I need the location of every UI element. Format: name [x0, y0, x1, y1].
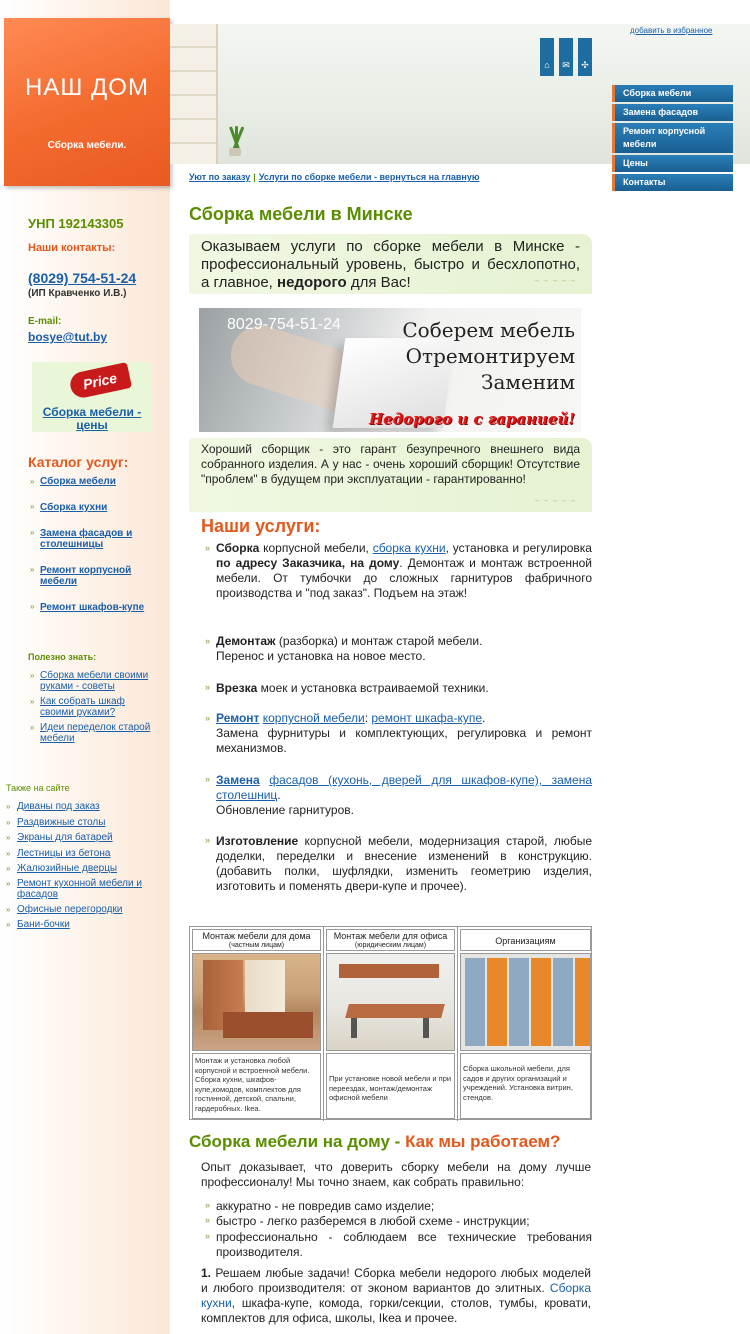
logo-subtitle: Сборка мебели.	[47, 140, 127, 151]
arrow-icon: »	[30, 565, 35, 574]
banner-guarantee: Недорого и с гаранией!	[368, 410, 575, 428]
arrow-icon: »	[30, 602, 35, 611]
arrow-icon: »	[205, 636, 211, 646]
catalog-item-kitchen[interactable]: Сборка кухни	[40, 502, 108, 513]
quality-text: Хороший сборщик - это гарант безупречного внешнего вида собранного изделия. А у нас - очень хороший сборщик! Отсутствие "проблем" в будущем при эксплуатации - гарантированно!	[201, 442, 580, 486]
menu-item-repair[interactable]: Ремонт корпусной мебели	[612, 123, 733, 153]
banner-phone: 8029-754-51-24	[227, 316, 341, 333]
arrow-icon: »	[6, 864, 11, 873]
service-repair	[216, 711, 592, 756]
menu-item-facades[interactable]: Замена фасадов	[612, 104, 733, 121]
step-text: Решаем любые задачи! Сборка мебели недорого любых моделей и любого производителя: от эконом вариантов до элитных.	[201, 1266, 591, 1295]
service-text: . Демонтаж и монтаж встроенной мебели. От тумбочки до сложных гарнитуров фабричного производства и "под заказ". Подъем на этаж!	[216, 556, 592, 600]
table-column-office	[324, 927, 458, 1121]
wardrobe-repair-link[interactable]: ремонт шкафа-купе	[371, 711, 483, 725]
replacement-link[interactable]: Замена	[216, 773, 260, 787]
arrows-icon: →→→→→	[533, 277, 578, 284]
service-label: Демонтаж	[216, 634, 276, 648]
banner-line-3: Заменим	[481, 370, 575, 394]
intro-bold: недорого	[277, 274, 347, 291]
arrow-icon: »	[6, 833, 11, 842]
table-cell-text: Сборка школьной мебели, для садов и других организаций и учреждений. Установка витрин, стендов.	[460, 1053, 591, 1119]
kitchen-assembly-link[interactable]: Сборка кухни	[201, 1281, 591, 1310]
arrow-icon: »	[30, 723, 35, 732]
cabinet-furniture-link[interactable]: корпусной мебели	[262, 711, 365, 725]
arrow-icon: »	[205, 682, 211, 692]
breadcrumb-home-link[interactable]: Уют по заказу	[189, 172, 251, 182]
also-item-tables[interactable]: Раздвижные столы	[17, 817, 106, 828]
arrow-icon: »	[6, 920, 11, 929]
arrow-icon: »	[205, 713, 211, 723]
quality-box	[189, 438, 592, 512]
unp-number: УНП 192143305	[28, 216, 124, 231]
service-dismantle	[216, 634, 592, 664]
also-item-partitions[interactable]: Офисные перегородки	[17, 904, 123, 915]
service-text: Перенос и установка на новое место.	[216, 649, 426, 663]
logo-title: НАШ ДОМ	[25, 74, 149, 101]
service-replacement	[216, 773, 592, 818]
services-heading: Наши услуги:	[201, 516, 321, 536]
intro-box	[189, 234, 592, 294]
catalog-item-repair[interactable]: Ремонт корпусной мебели	[40, 565, 132, 587]
top-menu	[612, 85, 733, 193]
bedroom-photo	[192, 953, 321, 1051]
also-item-screens[interactable]: Экраны для батарей	[17, 832, 113, 843]
service-text: моек и установка встраиваемой техники.	[257, 681, 489, 695]
arrow-icon: »	[6, 849, 11, 858]
arrow-icon: »	[30, 671, 35, 680]
also-item-louvre[interactable]: Жалюзийные дверцы	[17, 863, 118, 874]
how-title-part-b: Как мы работаем?	[405, 1132, 561, 1151]
facades-link[interactable]: фасадов (кухонь, дверей для шкафов-купе), замена столешниц	[216, 773, 592, 802]
add-to-favorites-link[interactable]: добавить в избранное	[630, 26, 713, 35]
table-header-text: Организациям	[495, 936, 556, 946]
service-label: Изготовление	[216, 834, 299, 848]
arrow-icon: »	[6, 818, 11, 827]
intro-text-b: для Вас!	[346, 274, 411, 291]
how-we-work-heading	[189, 1132, 560, 1152]
arrow-icon: »	[6, 905, 11, 914]
arrow-icon: »	[205, 1215, 211, 1225]
mail-icon[interactable]: ✉	[559, 38, 573, 76]
table-column-home	[190, 927, 324, 1121]
breadcrumb-separator: |	[253, 172, 256, 182]
service-text: Замена фурнитуры и комплектующих, регулировка и ремонт механизмов.	[216, 726, 592, 755]
intro-text-a: Оказываем услуги по сборке мебели в Минске - профессиональный уровень, быстро и бесхлопотно, а главное,	[201, 238, 580, 291]
service-label: Сборка	[216, 541, 260, 555]
service-text: корпусной мебели,	[259, 541, 373, 555]
table-header	[192, 929, 321, 951]
menu-item-assembly[interactable]: Сборка мебели	[612, 85, 733, 102]
email-heading: E-mail:	[28, 316, 62, 327]
table-header	[460, 929, 591, 951]
table-header	[326, 929, 455, 951]
service-cutting	[216, 681, 592, 696]
table-column-organizations	[458, 927, 593, 1121]
breadcrumb-services-link[interactable]: Услуги по сборке мебели - вернуться на главную	[258, 172, 480, 182]
arrow-icon: »	[6, 802, 11, 811]
bullet-item: профессионально - соблюдаем все технические требования производителя.	[216, 1230, 592, 1259]
lockers-photo	[460, 953, 591, 1051]
phone-link[interactable]: (8029) 754-51-24	[28, 270, 137, 286]
table-header-text: Монтаж мебели для дома	[202, 931, 311, 941]
price-tag-icon: Price	[68, 362, 132, 400]
menu-item-prices[interactable]: Цены	[612, 155, 733, 172]
useful-heading: Полезно знать:	[28, 652, 97, 662]
left-sidebar	[0, 0, 170, 1334]
sitemap-icon[interactable]: ✣	[578, 38, 592, 76]
service-text: .	[277, 788, 281, 802]
service-text: (разборка) и монтаж старой мебели.	[275, 634, 483, 648]
email-link[interactable]: bosye@tut.by	[28, 330, 108, 344]
how-title-part-a: Сборка мебели на дому	[189, 1132, 390, 1151]
services-table	[189, 926, 592, 1120]
bullet-item: аккуратно - не повредив само изделие;	[216, 1199, 435, 1213]
catalog-heading: Каталог услуг:	[28, 454, 129, 470]
service-assembly	[216, 541, 592, 601]
arrow-icon: »	[205, 1200, 211, 1210]
kitchen-assembly-link[interactable]: сборка кухни	[372, 541, 446, 555]
arrows-icon: →→→→→	[533, 497, 578, 504]
table-header-sub: (юридическим лицам)	[354, 942, 427, 949]
table-cell-text: При установке новой мебели и при переездах, монтаж/демонтаж офисной мебели	[326, 1053, 455, 1119]
table-header-text: Монтаж мебели для офиса	[333, 931, 448, 941]
step-text: , шкафа-купе, комода, горки/секции, столов, тумбы, кровати, комплектов для офиса, школы, Ikea и прочее.	[201, 1296, 591, 1325]
breadcrumb	[189, 172, 480, 182]
arrow-icon: »	[205, 1231, 211, 1241]
step-number: 1.	[201, 1266, 212, 1280]
home-icon[interactable]: ⌂	[540, 38, 554, 76]
arrow-icon: »	[205, 835, 211, 845]
catalog-item-assembly[interactable]: Сборка мебели	[40, 476, 116, 487]
office-photo	[326, 953, 455, 1051]
how-title-sep: -	[389, 1132, 406, 1151]
table-header-sub: (частным лицам)	[228, 942, 285, 949]
page-title: Сборка мебели в Минске	[189, 204, 413, 224]
arrow-icon: »	[6, 879, 11, 888]
also-item-sofas[interactable]: Диваны под заказ	[17, 801, 100, 812]
arrow-icon: »	[205, 774, 211, 784]
repair-link[interactable]: Ремонт	[216, 711, 260, 725]
service-text: , установка и регулировка	[445, 541, 592, 555]
price-banner[interactable]	[32, 362, 152, 432]
banner-line-2: Отремонтируем	[405, 344, 575, 368]
catalog-item-facades[interactable]: Замена фасадов и столешницы	[40, 528, 133, 550]
catalog-item-wardrobe[interactable]: Ремонт шкафов-купе	[40, 602, 145, 613]
arrow-icon: »	[30, 502, 35, 511]
logo[interactable]	[4, 18, 170, 186]
useful-item-ideas[interactable]: Идеи переделок старой мебели	[40, 722, 151, 744]
step-1-text	[201, 1266, 591, 1326]
service-text: .	[482, 711, 486, 725]
arrow-icon: »	[30, 528, 35, 537]
bullet-item: быстро - легко разберемся в любой схеме - инструкции;	[216, 1214, 530, 1228]
also-item-stairs[interactable]: Лестницы из бетона	[17, 848, 111, 859]
useful-item-wardrobe[interactable]: Как собрать шкаф своими руками?	[40, 696, 125, 718]
banner-line-1: Соберем мебель	[402, 318, 575, 342]
how-intro-text: Опыт доказывает, что доверить сборку мебели на дому лучше профессионалу! Мы точно знаем, как собрать правильно:	[201, 1160, 591, 1189]
prices-link[interactable]: Сборка мебели - цены	[42, 405, 142, 432]
also-item-saunas[interactable]: Бани-бочки	[17, 919, 70, 930]
door-image	[170, 24, 218, 164]
menu-item-contacts[interactable]: Контакты	[612, 174, 733, 191]
plant-image	[225, 124, 245, 156]
also-heading: Также на сайте	[6, 783, 70, 793]
contacts-heading: Наши контакты:	[28, 242, 116, 254]
table-cell-text: Монтаж и установка любой корпусной и встроенной мебели. Сборка кухни, шкафов-купе,комодов, комплектов для гостинной, детской, спальни, гардеробных. Ikea.	[192, 1053, 321, 1119]
promo-banner	[199, 308, 581, 432]
service-manufacturing	[216, 834, 592, 894]
useful-item-tips[interactable]: Сборка мебели своими руками - советы	[40, 670, 149, 692]
arrow-icon: »	[30, 697, 35, 706]
service-text: корпусной мебели, модернизация старой, любые доделки, переделки и внесение изменений в конструкцию. (добавить полки, шуфлядки, изменить геометрию изделия, изготовить и поменять двери-купе и прочее).	[216, 834, 592, 893]
also-item-kitchen-repair[interactable]: Ремонт кухонной мебели и фасадов	[17, 878, 142, 900]
arrow-icon: »	[205, 543, 211, 553]
service-text: Обновление гарнитуров.	[216, 803, 354, 817]
service-bold: по адресу Заказчика, на дому	[216, 556, 400, 570]
owner-name: (ИП Кравченко И.В.)	[28, 288, 127, 299]
service-text: :	[364, 711, 372, 725]
service-label: Врезка	[216, 681, 258, 695]
arrow-icon: »	[30, 477, 35, 486]
